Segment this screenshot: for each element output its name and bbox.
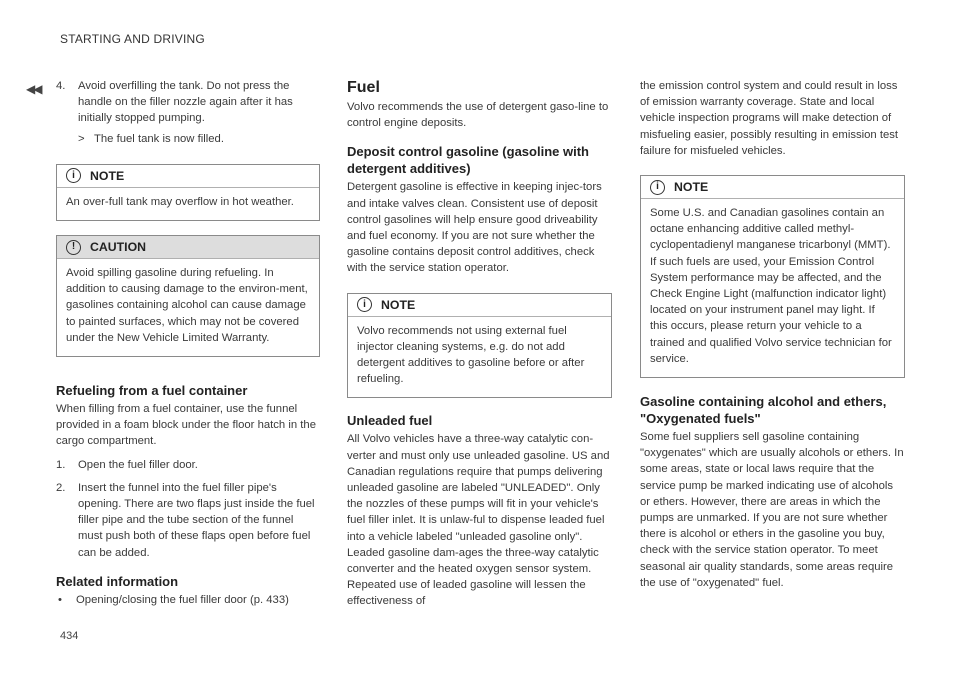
result-arrow-icon: > xyxy=(78,132,85,145)
section-header: STARTING AND DRIVING xyxy=(60,32,205,46)
caution-body: Avoid spilling gasoline during refueling. In addition to causing damage to the environ-ment, gasolines containing alcohol can cause damage to painted surfaces, which may not be covered under the New Vehicle Limited Warranty. xyxy=(66,267,308,344)
note-body: An over-full tank may overflow in hot weather. xyxy=(66,195,294,208)
paragraph: When filling from a fuel container, use the funnel provided in a foam block under the floor hatch in the cargo compartment. xyxy=(56,403,316,448)
note-header xyxy=(641,176,904,199)
info-icon: i xyxy=(66,168,81,183)
step-2 xyxy=(56,480,320,561)
step-text: Insert the funnel into the fuel filler pipe's opening. There are two flaps just inside the fuel filler pipe and the tube section of the funnel must push both of these flaps open before fuel can be added. xyxy=(78,481,315,559)
note-header xyxy=(57,165,319,188)
related-heading: Related information xyxy=(56,573,179,589)
warning-icon: ! xyxy=(66,240,81,255)
related-link-text[interactable]: Opening/closing the fuel filler door (p. 433) xyxy=(76,593,289,606)
info-icon: i xyxy=(650,180,665,195)
note-header xyxy=(348,294,611,317)
paragraph: Some fuel suppliers sell gasoline containing "oxygenates" which are usually alcohols or ethers. In some areas, state or local laws require that the service pump be marked indicating use of alcohols or ethers. However, there are areas in which the pumps are unmarked. If you are not sure whether there is alcohol or ethers in the gasoline you buy, check with the service station operator. To meet seasonal air quality standards, some areas require the use of "oxygenated" fuel. xyxy=(640,431,904,589)
note-title: NOTE xyxy=(90,168,125,183)
section-heading: Refueling from a fuel container xyxy=(56,383,248,399)
paragraph: Volvo recommends the use of detergent gaso-line to control engine deposits. xyxy=(347,101,609,130)
note-body: Some U.S. and Canadian gasolines contain an octane enhancing additive called methyl-cyclopentadienyl manganese tricarbonyl (MMT). If such fuels are used, your Emission Control System performance may be affected, and the Check Engine Light (malfunction indicator light) located on your instrument panel may light. If this occurs, please return your vehicle to a trained and qualified Volvo service technician for service. xyxy=(650,207,892,365)
step-number: 1. xyxy=(56,458,66,471)
column-right xyxy=(640,78,905,591)
step-4 xyxy=(56,78,320,127)
paragraph: the emission control system and could result in loss of emission warranty coverage. State and local vehicle inspection programs will make detection of misfueling easier, possibly resulting in emission test failure for misfueled vehicles. xyxy=(640,80,899,157)
step-text: Open the fuel filler door. xyxy=(78,458,198,471)
step-number: 4. xyxy=(56,80,66,92)
step-text: Avoid overfilling the tank. Do not press the handle on the filler nozzle again after it has initially stopped pumping. xyxy=(78,80,293,125)
caution-title: CAUTION xyxy=(90,239,147,254)
page-title: Fuel xyxy=(347,79,380,96)
section-heading: Gasoline containing alcohol and ethers, "Oxygenated fuels" xyxy=(640,394,887,427)
page-number: 434 xyxy=(60,630,79,642)
note-box xyxy=(640,175,905,378)
bullet-icon: • xyxy=(58,593,62,606)
note-box xyxy=(56,164,320,221)
note-title: NOTE xyxy=(381,297,416,312)
info-icon: i xyxy=(357,297,372,312)
step-1 xyxy=(56,457,320,473)
step-result xyxy=(56,131,320,147)
paragraph: All Volvo vehicles have a three-way catalytic con-verter and must only use unleaded gasoline. US and Canadian regulations require that pumps delivering unleaded gasoline are labeled "UNLEADED". Only the nozzles of these pumps will fit in your vehicle's fuel filler inlet. It is unlaw-ful to dispense leaded fuel into a vehicle labeled "unleaded gasoline only". Leaded gasoline dam-ages the three-way catalytic converter and the heated oxygen sensor system. Repeated use of leaded gasoline will lessen the effectiveness of xyxy=(347,433,610,608)
note-box xyxy=(347,293,612,399)
related-link[interactable] xyxy=(56,592,320,608)
note-body: Volvo recommends not using external fuel injector cleaning systems, e.g. do not add detergent additives to gasoline before or after refueling. xyxy=(357,324,585,386)
column-middle xyxy=(347,78,612,610)
caution-header xyxy=(57,236,319,259)
paragraph: Detergent gasoline is effective in keeping injec-tors and intake valves clean. Consistent use of deposit control gasolines will help ensure good driveability and fuel economy. If you are not sure whether the gasoline contains deposit control additives, check with the service station operator. xyxy=(347,181,602,275)
caution-box xyxy=(56,235,320,357)
step-number: 2. xyxy=(56,481,66,494)
back-nav-icon[interactable]: ◀◀ xyxy=(26,82,41,96)
note-title: NOTE xyxy=(674,179,709,194)
result-text: The fuel tank is now filled. xyxy=(94,132,224,145)
section-heading: Unleaded fuel xyxy=(347,413,433,429)
column-left xyxy=(56,78,320,608)
section-heading: Deposit control gasoline (gasoline with detergent additives) xyxy=(347,144,589,177)
